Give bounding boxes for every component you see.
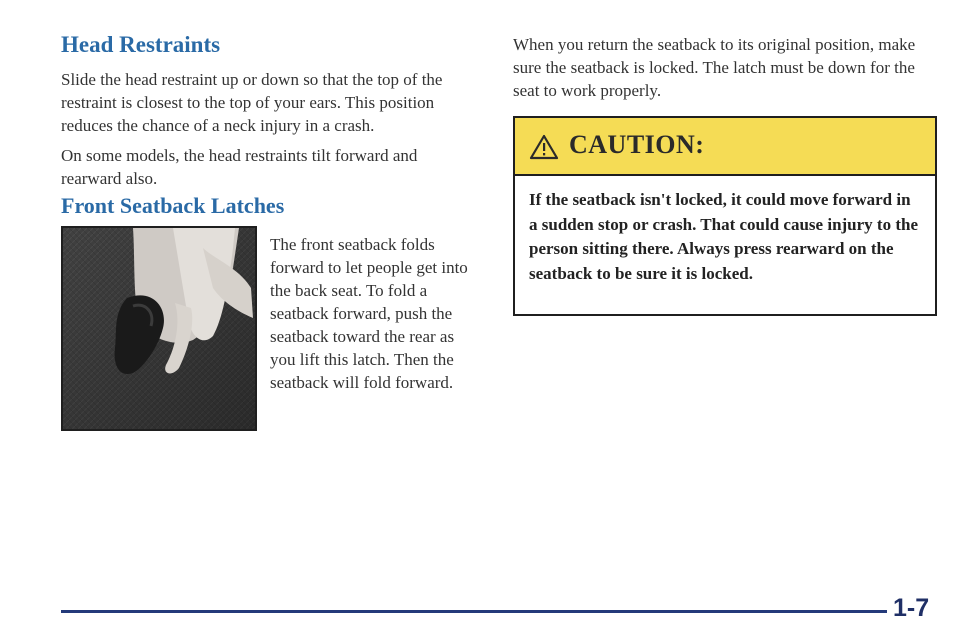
latch-illustration	[63, 228, 255, 429]
warning-triangle-icon	[529, 134, 559, 160]
caution-banner	[515, 118, 935, 176]
caution-title: CAUTION:	[569, 130, 705, 159]
head-restraints-paragraph-1: Slide the head restraint up or down so that the top of the restraint is closest to the top of your ears. This position reduces the chance of a neck injury in a crash.	[61, 70, 443, 135]
seatback-return-paragraph: When you return the seatback to its original position, make sure the seatback is locked. The latch must be down for the seat to work properly.	[513, 35, 916, 100]
seatback-latches-paragraph: The front seatback folds forward to let people get into the back seat. To fold a seatback forward, push the seatback toward the rear as you lift this latch. Then the seatback will fold forward.	[270, 235, 468, 392]
bottom-rule	[61, 610, 887, 613]
head-restraints-heading: Head Restraints	[61, 32, 221, 57]
page-number: 1-7	[893, 594, 930, 622]
caution-text: If the seatback isn't locked, it could move forward in a sudden stop or crash. That could cause injury to the person sitting there. Always press rearward on the seatback to be sure it is locked.	[529, 190, 919, 283]
caution-box	[513, 116, 937, 316]
head-restraints-paragraph-2: On some models, the head restraints tilt forward and rearward also.	[61, 146, 418, 188]
seatback-latch-photo	[61, 226, 257, 431]
seatback-latches-heading: Front Seatback Latches	[61, 193, 285, 218]
